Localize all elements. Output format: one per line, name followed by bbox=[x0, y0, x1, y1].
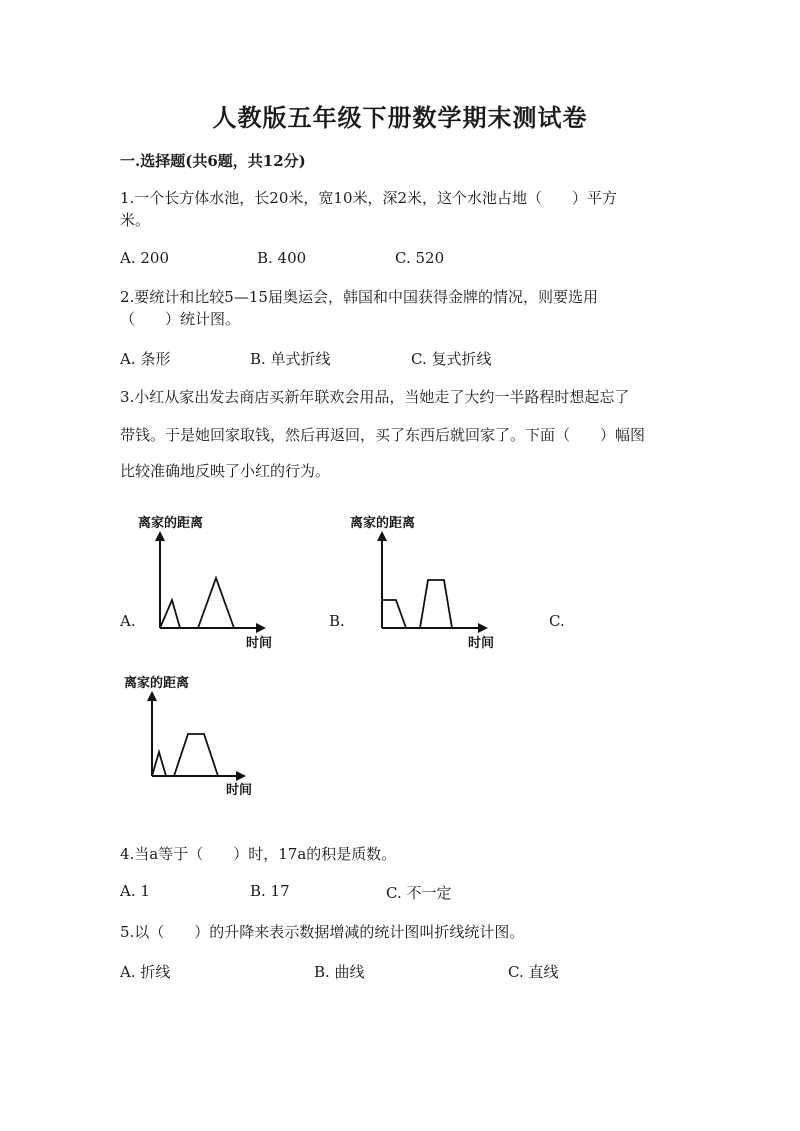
graph-a-ylabel: 离家的距离 bbox=[138, 516, 204, 531]
question-3-line-2: 带钱。于是她回家取钱，然后再返回，买了东西后就回家了。下面（ ）幅图 bbox=[120, 426, 646, 444]
question-2-line-1: 2.要统计和比较5—15届奥运会，韩国和中国获得金牌的情况，则要选用 bbox=[120, 288, 598, 306]
graph-option-a[interactable] bbox=[134, 512, 284, 652]
question-1-option-c[interactable]: C. 520 bbox=[395, 249, 445, 267]
graph-c-ylabel: 离家的距离 bbox=[124, 676, 190, 691]
question-1-option-a[interactable]: A. 200 bbox=[120, 249, 169, 267]
question-2-line-2: （ ）统计图。 bbox=[120, 310, 241, 328]
graph-a-trip-2 bbox=[198, 578, 234, 628]
question-1-option-b[interactable]: B. 400 bbox=[257, 249, 307, 267]
graph-b-x-arrow bbox=[478, 623, 488, 633]
question-4-line-1: 4.当a等于（ ）时，17a的积是质数。 bbox=[120, 845, 397, 863]
graph-option-c[interactable] bbox=[122, 672, 272, 802]
graph-c-x-arrow bbox=[236, 771, 246, 781]
question-1-line-1: 1.一个长方体水池，长20米，宽10米，深2米，这个水池占地（ ）平方 bbox=[120, 189, 618, 207]
question-3-option-b[interactable]: B. bbox=[329, 612, 345, 630]
question-3-option-a[interactable]: A. bbox=[120, 612, 136, 630]
question-1-line-2: 米。 bbox=[120, 211, 151, 229]
question-5-option-b[interactable]: B. 曲线 bbox=[314, 963, 365, 981]
graph-c-xlabel: 时间 bbox=[226, 783, 253, 798]
graph-option-b[interactable] bbox=[346, 512, 506, 652]
graph-c-y-arrow bbox=[147, 691, 157, 701]
graph-b-trip-2 bbox=[420, 580, 452, 628]
graph-a-x-arrow bbox=[256, 623, 266, 633]
question-2-option-b[interactable]: B. 单式折线 bbox=[250, 350, 331, 368]
graph-b-y-arrow bbox=[377, 531, 387, 541]
question-5-line-1: 5.以（ ）的升降来表示数据增减的统计图叫折线统计图。 bbox=[120, 923, 525, 941]
question-5-option-a[interactable]: A. 折线 bbox=[120, 963, 171, 981]
graph-b-trip-1 bbox=[382, 600, 406, 628]
question-3-line-3: 比较准确地反映了小红的行为。 bbox=[120, 462, 331, 480]
question-4-option-b[interactable]: B. 17 bbox=[250, 882, 290, 900]
graph-b-ylabel: 离家的距离 bbox=[350, 516, 416, 531]
graph-a-y-arrow bbox=[155, 531, 165, 541]
question-3-line-1: 3.小红从家出发去商店买新年联欢会用品，当她走了大约一半路程时想起忘了 bbox=[120, 388, 630, 406]
graph-b-xlabel: 时间 bbox=[468, 636, 495, 651]
graph-a-trip-1 bbox=[160, 600, 180, 628]
graph-c-trip-1 bbox=[152, 752, 166, 776]
section-heading: 一.选择题(共6题，共12分) bbox=[120, 152, 306, 170]
page-title: 人教版五年级下册数学期末测试卷 bbox=[212, 103, 588, 132]
question-2-option-a[interactable]: A. 条形 bbox=[120, 350, 171, 368]
question-2-option-c[interactable]: C. 复式折线 bbox=[411, 350, 492, 368]
graph-a-xlabel: 时间 bbox=[246, 636, 273, 651]
question-4-option-c[interactable]: C. 不一定 bbox=[386, 884, 452, 902]
graph-c-trip-2 bbox=[174, 734, 218, 776]
question-4-option-a[interactable]: A. 1 bbox=[120, 882, 150, 900]
question-5-option-c[interactable]: C. 直线 bbox=[508, 963, 559, 981]
question-3-option-c[interactable]: C. bbox=[549, 612, 565, 630]
